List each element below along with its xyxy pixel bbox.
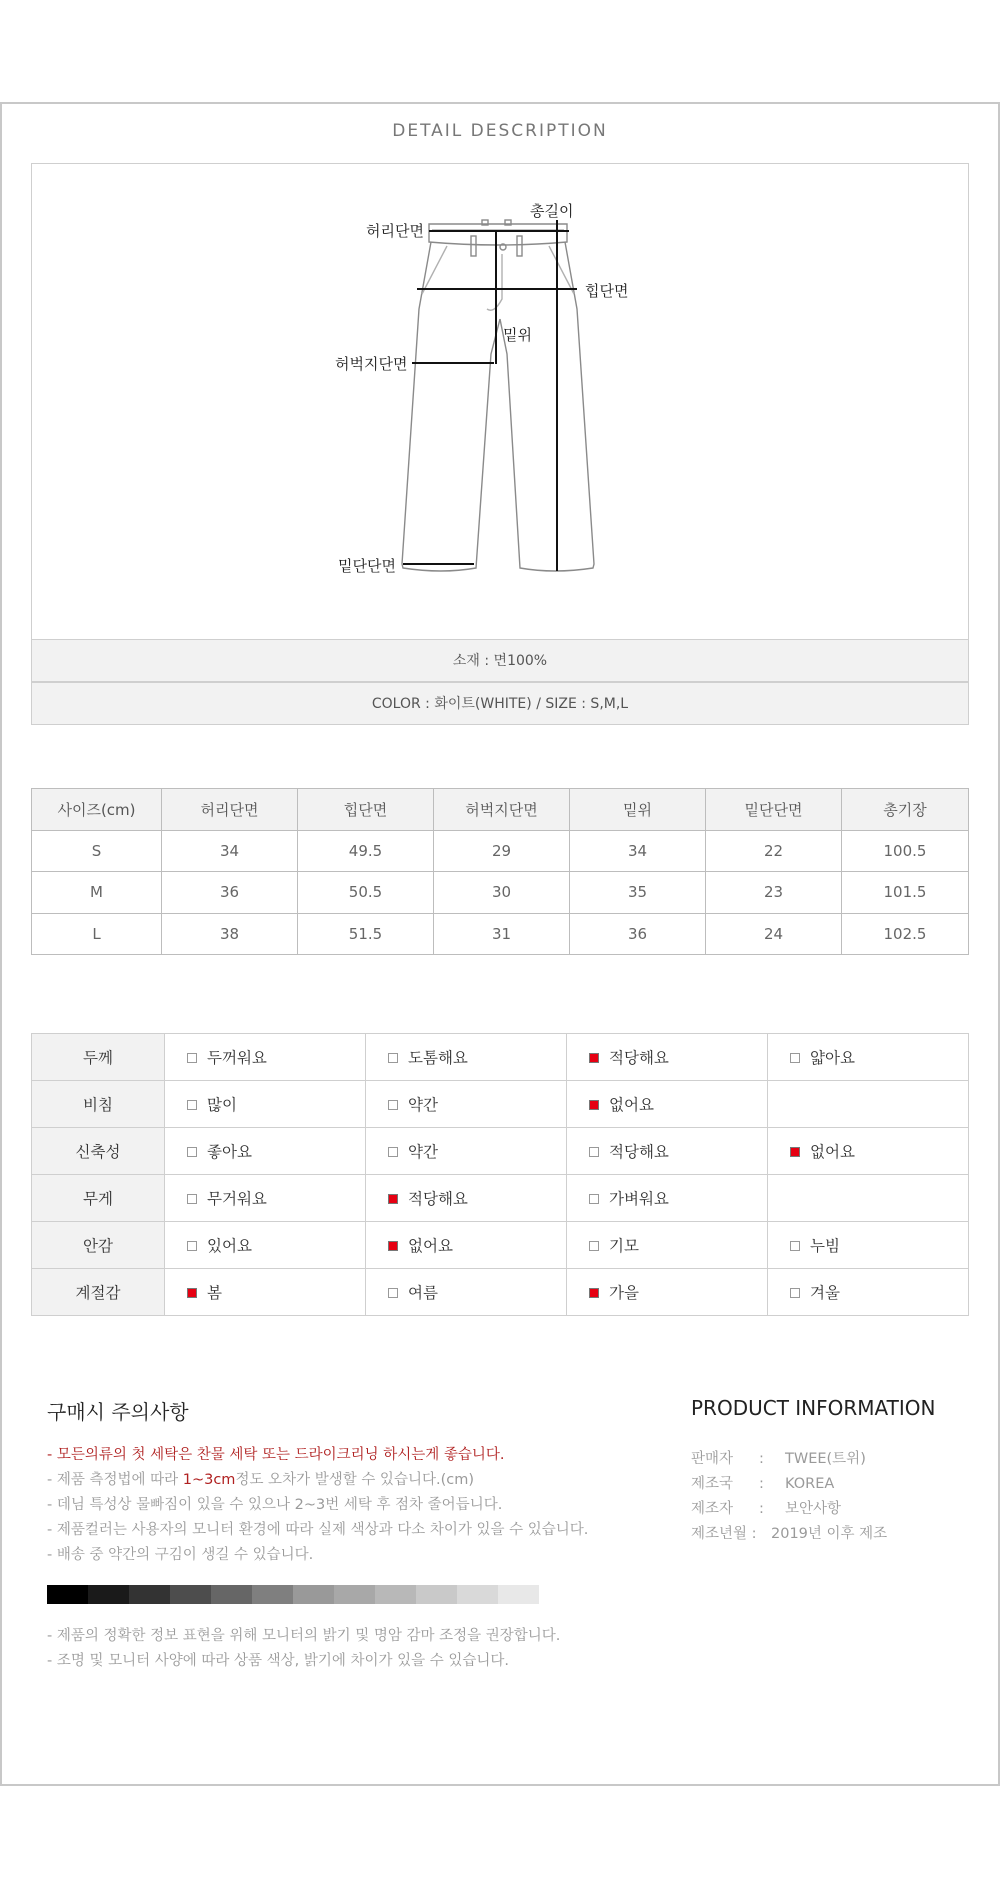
feel-option-label: 가벼워요 [609, 1190, 669, 1208]
feel-option-cell [165, 1222, 366, 1269]
checkbox-icon [790, 1241, 800, 1251]
size-cell: M [32, 872, 162, 914]
checked-checkbox-icon [388, 1241, 398, 1251]
checked-checkbox-icon [589, 1288, 599, 1298]
checkbox-icon [388, 1288, 398, 1298]
material-info: 소재 : 면100% [31, 639, 969, 682]
size-cell: 36 [570, 913, 706, 955]
gray-swatch [457, 1585, 498, 1604]
checkbox-icon [187, 1100, 197, 1110]
feel-option-cell [768, 1128, 969, 1175]
notice-item: - 제품컬러는 사용자의 모니터 환경에 따라 실제 색상과 다소 차이가 있을 수 있습니다. [47, 1522, 589, 1538]
feel-option-label: 여름 [408, 1284, 438, 1302]
size-cell: 35 [570, 872, 706, 914]
grayscale-gradient-bar [47, 1585, 539, 1604]
table-row [32, 1269, 969, 1316]
fabric-feel-table [31, 1033, 969, 1316]
notice-item [47, 1468, 588, 1493]
gray-swatch [375, 1585, 416, 1604]
size-cell: 100.5 [842, 830, 969, 872]
feel-option-label: 기모 [609, 1237, 639, 1255]
notice-item: - 제품의 정확한 정보 표현을 위해 모니터의 밝기 및 명암 감마 조정을 권장합니다. [47, 1628, 561, 1644]
size-cell: 22 [706, 830, 842, 872]
feel-option-label: 도톰해요 [408, 1049, 468, 1067]
product-info-key: 판매자 [691, 1451, 734, 1467]
feel-option-cell [165, 1269, 366, 1316]
table-row [32, 1222, 969, 1269]
feel-option-cell [366, 1175, 567, 1222]
table-row [32, 1128, 969, 1175]
product-info-value: TWEE(트위) [785, 1451, 866, 1467]
size-cell: 34 [162, 830, 298, 872]
size-header-cell: 밑단단면 [706, 789, 842, 831]
product-info-row [691, 1447, 887, 1472]
feel-option-cell [366, 1128, 567, 1175]
table-row [32, 830, 969, 872]
feel-option-cell [567, 1034, 768, 1081]
table-row [32, 913, 969, 955]
checkbox-icon [187, 1241, 197, 1251]
feel-option-cell [366, 1034, 567, 1081]
pants-illustration [32, 164, 970, 640]
feel-option-label: 없어요 [810, 1143, 855, 1161]
checked-checkbox-icon [790, 1147, 800, 1157]
feel-option-cell [567, 1081, 768, 1128]
gray-swatch [416, 1585, 457, 1604]
feel-label: 무게 [32, 1175, 165, 1222]
gray-swatch [252, 1585, 293, 1604]
table-row [32, 872, 969, 914]
checked-checkbox-icon [187, 1288, 197, 1298]
notice-text: - 제품 측정법에 따라 [47, 1472, 183, 1488]
feel-option-label: 없어요 [408, 1237, 453, 1255]
gray-swatch [293, 1585, 334, 1604]
size-header-cell: 허벅지단면 [434, 789, 570, 831]
label-total-length: 총길이 [530, 202, 574, 220]
feel-label: 신축성 [32, 1128, 165, 1175]
size-cell: 24 [706, 913, 842, 955]
feel-option-label: 봄 [207, 1284, 222, 1302]
size-header-cell: 허리단면 [162, 789, 298, 831]
notice-list [47, 1443, 588, 1568]
table-row [32, 1175, 969, 1222]
size-header-cell: 총기장 [842, 789, 969, 831]
size-cell: 49.5 [298, 830, 434, 872]
monitor-notice-list [47, 1624, 560, 1674]
label-thigh: 허벅지단면 [335, 355, 408, 373]
size-cell: L [32, 913, 162, 955]
product-info-value: KOREA [785, 1476, 835, 1492]
gray-swatch [129, 1585, 170, 1604]
checkbox-icon [589, 1241, 599, 1251]
size-cell: 102.5 [842, 913, 969, 955]
feel-option-cell [165, 1128, 366, 1175]
checkbox-icon [388, 1147, 398, 1157]
label-waist: 허리단면 [366, 222, 424, 240]
notice-item: - 데님 특성상 물빠짐이 있을 수 있으나 2~3번 세탁 후 점차 줄어듭니다. [47, 1497, 503, 1513]
table-row [32, 1034, 969, 1081]
size-cell: S [32, 830, 162, 872]
product-info-colon: : [759, 1451, 764, 1467]
checkbox-icon [790, 1288, 800, 1298]
size-header-cell: 사이즈(cm) [32, 789, 162, 831]
size-table-header-row [32, 789, 969, 831]
feel-option-label: 약간 [408, 1096, 438, 1114]
product-info-colon: : [759, 1501, 764, 1517]
size-header-cell: 밑위 [570, 789, 706, 831]
product-info-row [691, 1522, 887, 1547]
size-cell: 34 [570, 830, 706, 872]
feel-label: 계절감 [32, 1269, 165, 1316]
feel-option-cell [366, 1081, 567, 1128]
notice-title: 구매시 주의사항 [47, 1400, 189, 1424]
notice-text: 정도 오차가 발생할 수 있습니다.(cm) [235, 1472, 474, 1488]
product-info-list [691, 1447, 887, 1547]
feel-option-label: 두꺼워요 [207, 1049, 267, 1067]
feel-option-cell [567, 1175, 768, 1222]
gray-swatch [498, 1585, 539, 1604]
measurement-diagram [31, 163, 969, 639]
checkbox-icon [187, 1147, 197, 1157]
product-info-key: 제조년월 : [691, 1526, 757, 1542]
color-size-info: COLOR : 화이트(WHITE) / SIZE : S,M,L [31, 682, 969, 725]
size-cell: 31 [434, 913, 570, 955]
feel-option-cell [768, 1222, 969, 1269]
product-info-key: 제조국 [691, 1476, 734, 1492]
label-hip: 힙단면 [585, 282, 629, 300]
feel-option-label: 누빔 [810, 1237, 840, 1255]
feel-option-label: 좋아요 [207, 1143, 252, 1161]
feel-label: 비침 [32, 1081, 165, 1128]
product-info-colon: : [759, 1476, 764, 1492]
size-cell: 23 [706, 872, 842, 914]
feel-option-cell [768, 1269, 969, 1316]
feel-option-cell [567, 1222, 768, 1269]
size-cell: 36 [162, 872, 298, 914]
feel-option-cell [768, 1034, 969, 1081]
detail-title: DETAIL DESCRIPTION [392, 121, 608, 141]
feel-option-label: 적당해요 [609, 1049, 669, 1067]
feel-option-label: 가을 [609, 1284, 639, 1302]
feel-option-cell [165, 1175, 366, 1222]
label-rise: 밑위 [503, 326, 532, 344]
checkbox-icon [388, 1053, 398, 1063]
gray-swatch [211, 1585, 252, 1604]
product-info-row [691, 1497, 887, 1522]
gray-swatch [47, 1585, 88, 1604]
feel-option-cell [366, 1269, 567, 1316]
size-cell: 30 [434, 872, 570, 914]
feel-option-cell [567, 1269, 768, 1316]
feel-option-cell [165, 1081, 366, 1128]
table-row [32, 1081, 969, 1128]
feel-option-label: 겨울 [810, 1284, 840, 1302]
feel-option-cell [768, 1081, 969, 1128]
size-cell: 51.5 [298, 913, 434, 955]
feel-option-cell [165, 1034, 366, 1081]
notice-highlight: 1~3cm [182, 1472, 236, 1488]
feel-option-label: 얇아요 [810, 1049, 855, 1067]
size-cell: 101.5 [842, 872, 969, 914]
checkbox-icon [187, 1053, 197, 1063]
notice-item: - 배송 중 약간의 구김이 생길 수 있습니다. [47, 1547, 314, 1563]
feel-option-label: 있어요 [207, 1237, 252, 1255]
checkbox-icon [790, 1053, 800, 1063]
notice-item: - 모든의류의 첫 세탁은 찬물 세탁 또는 드라이크리닝 하시는게 좋습니다. [47, 1447, 505, 1463]
size-table [31, 788, 969, 955]
size-cell: 50.5 [298, 872, 434, 914]
gray-swatch [170, 1585, 211, 1604]
notice-item: - 조명 및 모니터 사양에 따라 상품 색상, 밝기에 차이가 있을 수 있습니다. [47, 1653, 509, 1669]
size-cell: 29 [434, 830, 570, 872]
gray-swatch [334, 1585, 375, 1604]
checkbox-icon [388, 1100, 398, 1110]
checkbox-icon [589, 1147, 599, 1157]
feel-option-label: 없어요 [609, 1096, 654, 1114]
size-cell: 38 [162, 913, 298, 955]
label-hem: 밑단단면 [338, 557, 396, 575]
feel-option-label: 적당해요 [609, 1143, 669, 1161]
product-info-key: 제조자 [691, 1501, 734, 1517]
checkbox-icon [589, 1194, 599, 1204]
checked-checkbox-icon [589, 1100, 599, 1110]
product-info-title: PRODUCT INFORMATION [691, 1396, 936, 1420]
feel-option-label: 약간 [408, 1143, 438, 1161]
product-info-value: 2019년 이후 제조 [771, 1526, 888, 1542]
checked-checkbox-icon [388, 1194, 398, 1204]
feel-option-label: 많이 [207, 1096, 237, 1114]
feel-label: 안감 [32, 1222, 165, 1269]
feel-option-cell [567, 1128, 768, 1175]
size-header-cell: 힙단면 [298, 789, 434, 831]
feel-option-cell [366, 1222, 567, 1269]
product-info-row [691, 1472, 887, 1497]
checkbox-icon [187, 1194, 197, 1204]
feel-label: 두께 [32, 1034, 165, 1081]
feel-option-label: 적당해요 [408, 1190, 468, 1208]
checked-checkbox-icon [589, 1053, 599, 1063]
feel-option-label: 무거워요 [207, 1190, 267, 1208]
feel-option-cell [768, 1175, 969, 1222]
product-info-value: 보안사항 [785, 1501, 842, 1517]
gray-swatch [88, 1585, 129, 1604]
